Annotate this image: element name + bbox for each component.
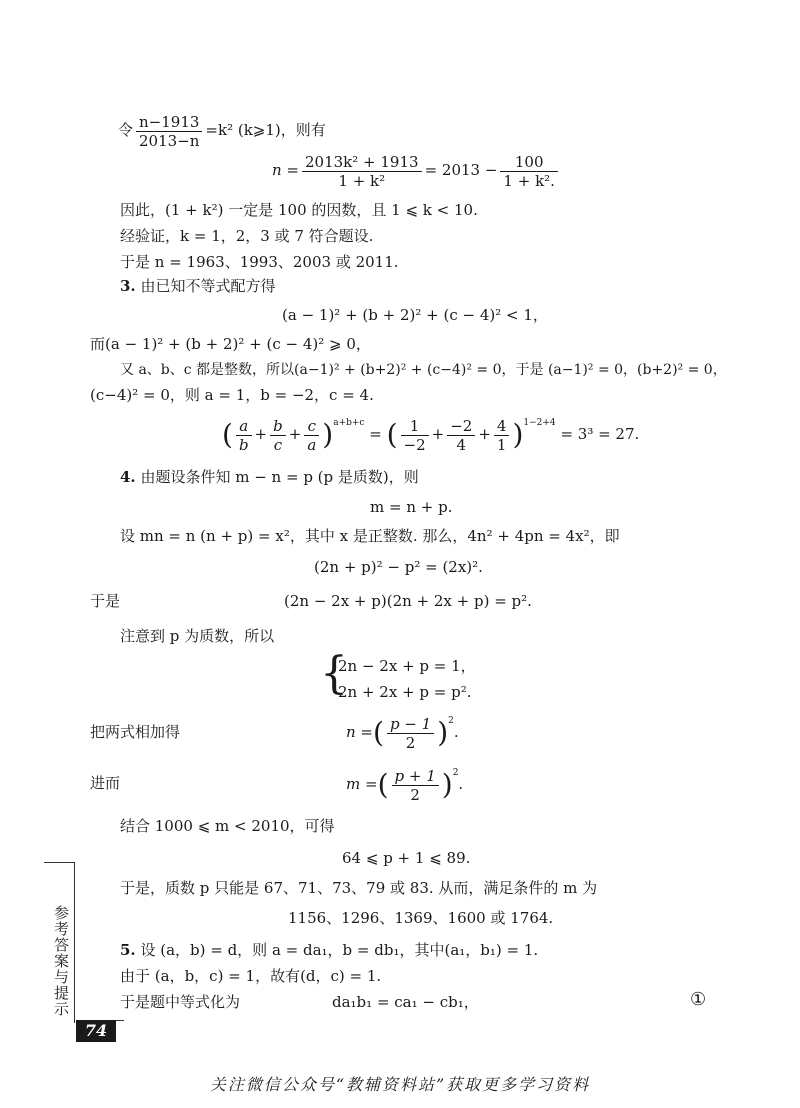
fraction <box>136 113 202 150</box>
fraction <box>270 417 286 454</box>
text: 由已知不等式配方得 <box>140 277 276 295</box>
problem-number: 5. <box>120 941 136 959</box>
text: = 3³ = 27. <box>560 425 640 443</box>
footer-note: 关注微信公众号“教辅资料站”获取更多学习资料 <box>209 1075 591 1094</box>
paren-right: ) <box>512 418 524 451</box>
text-line: 于是题中等式化为 <box>120 993 241 1011</box>
text-line: 注意到 p 为质数，所以 <box>120 627 275 645</box>
numerator: 100 <box>500 153 558 172</box>
fraction <box>302 153 422 190</box>
line-let <box>118 110 326 150</box>
text: m = <box>346 775 378 793</box>
equation-n-half: n =( $\frac{p - 1}{2}$ )$^2$. <box>346 714 459 752</box>
numerator: −2 <box>447 417 475 436</box>
paren-left: ( <box>377 768 389 801</box>
paren-left: ( <box>373 716 384 749</box>
text: =k² (k⩾1)，则有 <box>205 121 326 139</box>
equation-n <box>272 150 561 190</box>
text-line: 由于 (a，b，c) = 1，故有(d，c) = 1. <box>120 967 382 985</box>
denominator: −2 <box>403 435 426 454</box>
numerator: b <box>270 417 286 436</box>
text-line: 把两式相加得 <box>90 723 181 741</box>
paren-right: ) <box>322 418 334 451</box>
problem-4-heading <box>120 467 419 487</box>
text-line: 于是，质数 p 只能是 67、71、73、79 或 83. 从而，满足条件的 m 为 <box>120 879 598 897</box>
denominator: 2 <box>405 733 416 752</box>
numerator: a <box>236 417 252 436</box>
text-line: 经验证，k = 1，2，3 或 7 符合题设. <box>120 227 374 245</box>
problem-number: 4. <box>120 468 136 486</box>
equation: 2n − 2x + p = 1， <box>338 657 476 675</box>
denominator: 2013−n <box>139 131 200 150</box>
text-line: 于是 n = 1963、1993、2003 或 2011. <box>120 253 399 271</box>
equation: m = n + p. <box>370 498 453 516</box>
equation: 2n + 2x + p = p². <box>338 683 472 701</box>
text: 令 <box>118 121 134 139</box>
text-line: 进而 <box>90 774 121 792</box>
fraction <box>494 417 510 454</box>
numerator: 2013k² + 1913 <box>302 153 422 172</box>
fraction <box>392 767 439 804</box>
equation: (2n − 2x + p)(2n + 2x + p) = p². <box>284 592 532 610</box>
denominator: 1 + k² <box>338 171 386 190</box>
numerator: 1 <box>401 417 429 436</box>
page-number: 74 <box>76 1020 116 1042</box>
denominator: b <box>238 435 249 454</box>
equation: da₁b₁ = ca₁ − cb₁， <box>332 993 479 1011</box>
denominator: 1 + k². <box>503 171 555 190</box>
problem-3-heading <box>120 276 275 296</box>
denominator: 1 <box>496 435 507 454</box>
paren-right: ) <box>441 768 453 801</box>
equation: (2n + p)² − p² = (2x)². <box>314 558 483 576</box>
numerator: p − 1 <box>387 715 434 734</box>
equation: 1156、1296、1369、1600 或 1764. <box>288 909 554 927</box>
fraction <box>401 417 429 454</box>
fraction <box>447 417 475 454</box>
fraction <box>304 417 319 454</box>
equation: 64 ⩽ p + 1 ⩽ 89. <box>342 849 471 867</box>
exponent: 1−2+4 <box>523 418 556 428</box>
equation-sum: ( $\frac{a}{b}$ + $\frac{b}{c}$ + $\frac{c}{a}$ )$^{a+b+c}$ = ( $\frac{1}{-2}$ + $\frac{-2}{4}$ + $\frac{4}{1}$ )$^{1-2+4}$ = 3³ = 27. <box>222 416 640 454</box>
text-line: 设 mn = n (n + p) = x²，其中 x 是正整数. 那么，4n² + 4pn = 4x²，即 <box>120 527 620 545</box>
text-line: 结合 1000 ⩽ m < 2010，可得 <box>120 817 335 835</box>
text-line: 而(a − 1)² + (b + 2)² + (c − 4)² ⩾ 0， <box>90 335 371 353</box>
text-line: 又 a、b、c 都是整数，所以(a−1)² + (b+2)² + (c−4)² = 0，于是 (a−1)² = 0，(b+2)² = 0， <box>120 362 727 378</box>
equation-m-half: m =( $\frac{p + 1}{2}$ )$^2$. <box>346 766 464 804</box>
brace-icon: { <box>320 648 348 699</box>
denominator: a <box>307 435 317 454</box>
numerator: n−1913 <box>136 113 202 132</box>
text: 由题设条件知 m − n = p (p 是质数)，则 <box>140 468 419 486</box>
paren-left: ( <box>222 418 233 451</box>
text-line: (c−4)² = 0，则 a = 1，b = −2，c = 4. <box>90 386 374 404</box>
fraction <box>387 715 434 752</box>
numerator: p + 1 <box>392 767 439 786</box>
text-line: 因此，(1 + k²) 一定是 100 的因数，且 1 ⩽ k < 10. <box>120 201 478 219</box>
numerator: c <box>304 417 319 436</box>
equation-tag: ① <box>690 989 707 1010</box>
sidebar-label: 参考答案与提示 <box>52 905 70 1017</box>
text: 设 (a，b) = d，则 a = da₁，b = db₁，其中(a₁，b₁) = 1. <box>140 941 539 959</box>
exponent: a+b+c <box>333 418 365 428</box>
paren-left: ( <box>386 418 398 451</box>
exponent: 2 <box>452 768 459 778</box>
denominator: c <box>273 435 283 454</box>
text: n = <box>272 161 299 179</box>
text: = 2013 − <box>424 161 498 179</box>
text: n = <box>346 723 373 741</box>
text-line: 于是 <box>90 592 121 610</box>
paren-right: ) <box>437 716 449 749</box>
problem-number: 3. <box>120 277 136 295</box>
fraction <box>500 153 558 190</box>
problem-5-heading <box>120 940 538 960</box>
denominator: 4 <box>456 435 467 454</box>
equation: (a − 1)² + (b + 2)² + (c − 4)² < 1， <box>282 306 548 324</box>
denominator: 2 <box>410 785 420 804</box>
exponent: 2 <box>448 716 454 726</box>
numerator: 4 <box>494 417 510 436</box>
fraction <box>236 417 252 454</box>
